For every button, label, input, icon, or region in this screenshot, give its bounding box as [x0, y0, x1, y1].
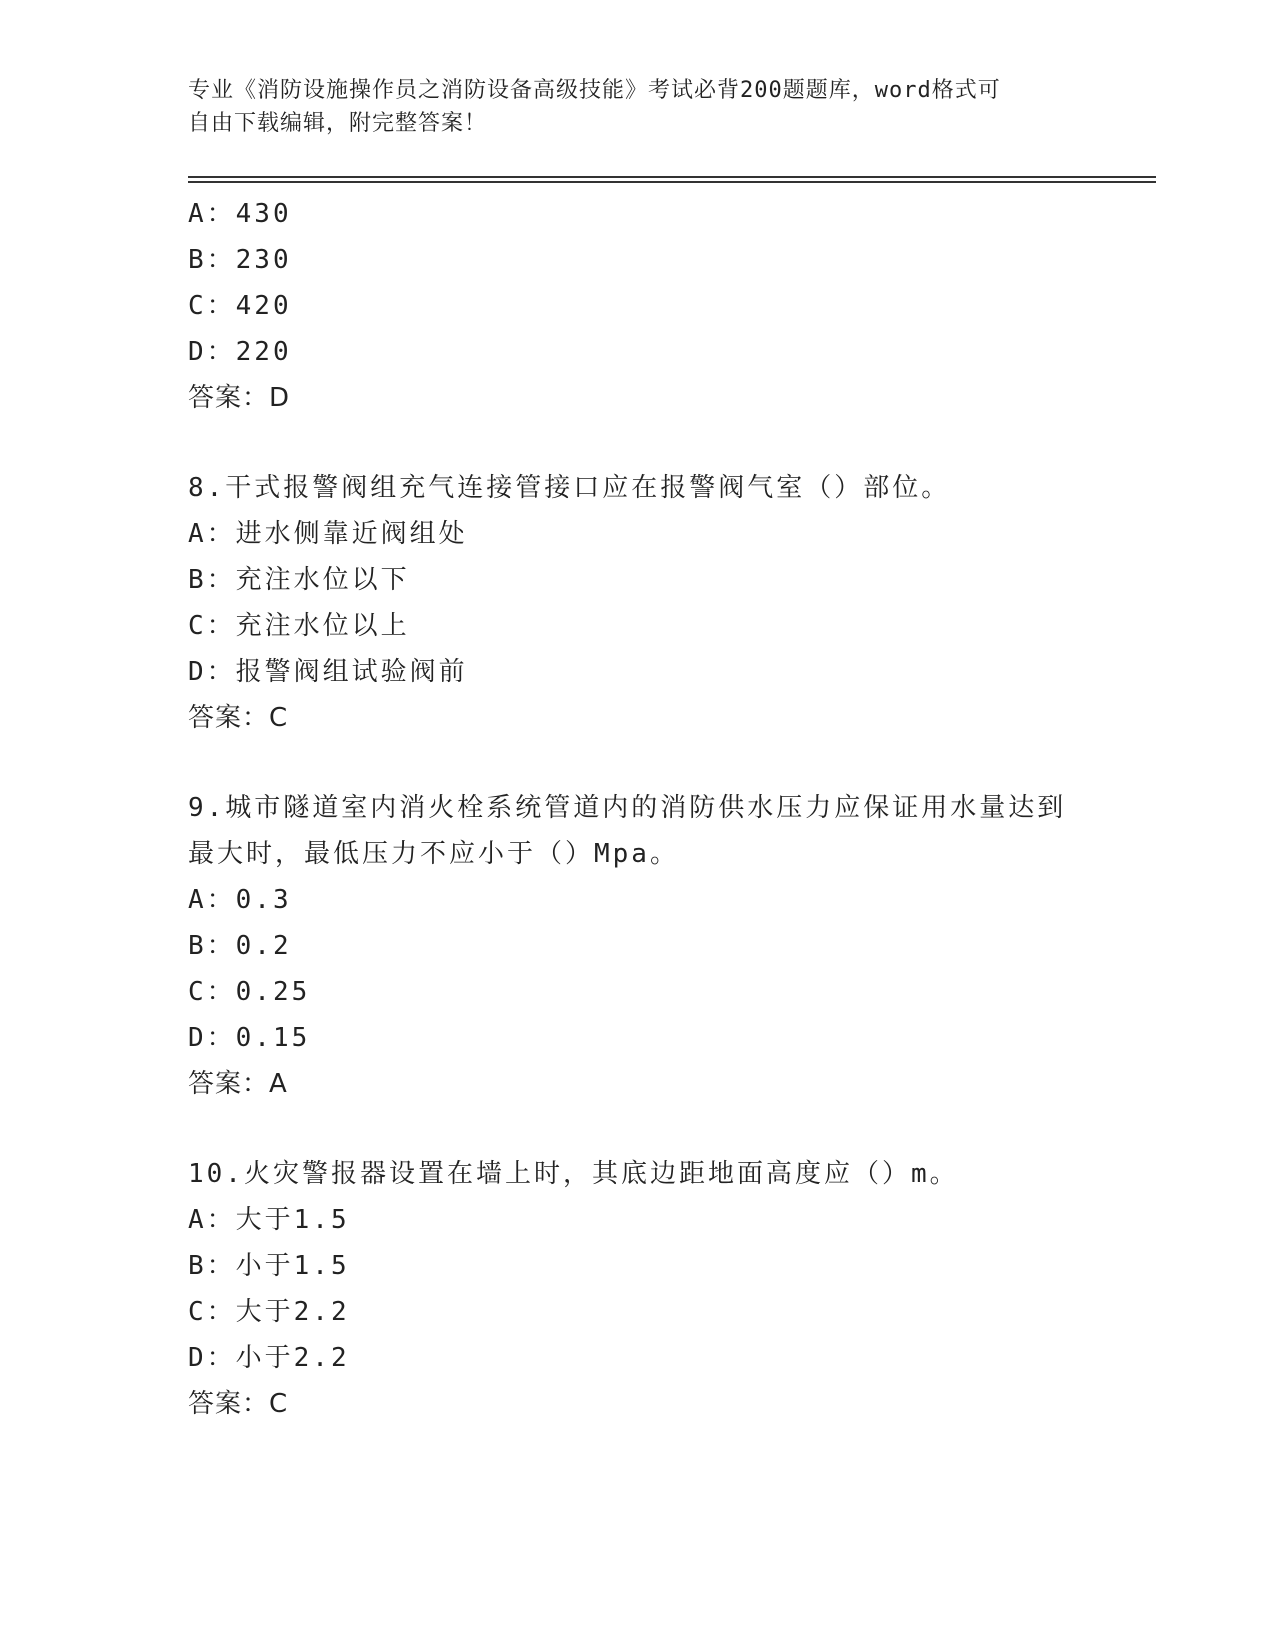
option-b: B：0.2	[188, 931, 292, 961]
header-divider-bottom	[188, 181, 1156, 183]
answer: 答案：A	[188, 1069, 288, 1099]
option-a: A：大于1.5	[188, 1205, 350, 1235]
question-text: 10.火灾警报器设置在墙上时，其底边距地面高度应（）m。	[188, 1159, 959, 1189]
question-10	[188, 1151, 1088, 1427]
option-a: A：0.3	[188, 885, 292, 915]
spacer	[188, 1107, 1088, 1151]
answer: 答案：D	[188, 383, 291, 413]
option-d: D：0.15	[188, 1023, 311, 1053]
question-text-line-2: 最大时，最低压力不应小于（）Mpa。	[188, 839, 679, 869]
document-header	[188, 74, 1088, 140]
header-line-2: 自由下载编辑，附完整答案！	[188, 111, 488, 136]
question-list	[188, 191, 1088, 1427]
option-d: D：报警阀组试验阀前	[188, 657, 468, 687]
option-c: C：420	[188, 291, 292, 321]
option-c: C：大于2.2	[188, 1297, 350, 1327]
answer: 答案：C	[188, 1389, 289, 1419]
spacer	[188, 741, 1088, 785]
option-c: C：充注水位以上	[188, 611, 410, 641]
header-line-1: 专业《消防设施操作员之消防设备高级技能》考试必背200题题库，word格式可	[188, 78, 1001, 103]
question-text: 8.干式报警阀组充气连接管接口应在报警阀气室（）部位。	[188, 473, 951, 503]
option-b: B：充注水位以下	[188, 565, 410, 595]
question-9	[188, 785, 1088, 1107]
option-d: D：220	[188, 337, 292, 367]
question-7	[188, 191, 1088, 421]
spacer	[188, 421, 1088, 465]
question-8	[188, 465, 1088, 741]
option-c: C：0.25	[188, 977, 311, 1007]
option-a: A：进水侧靠近阀组处	[188, 519, 468, 549]
answer: 答案：C	[188, 703, 289, 733]
option-b: B：小于1.5	[188, 1251, 350, 1281]
option-d: D：小于2.2	[188, 1343, 350, 1373]
option-a: A：430	[188, 199, 292, 229]
header-divider-top	[188, 176, 1156, 178]
question-text-line-1: 9.城市隧道室内消火栓系统管道内的消防供水压力应保证用水量达到	[188, 793, 1067, 823]
option-b: B：230	[188, 245, 292, 275]
